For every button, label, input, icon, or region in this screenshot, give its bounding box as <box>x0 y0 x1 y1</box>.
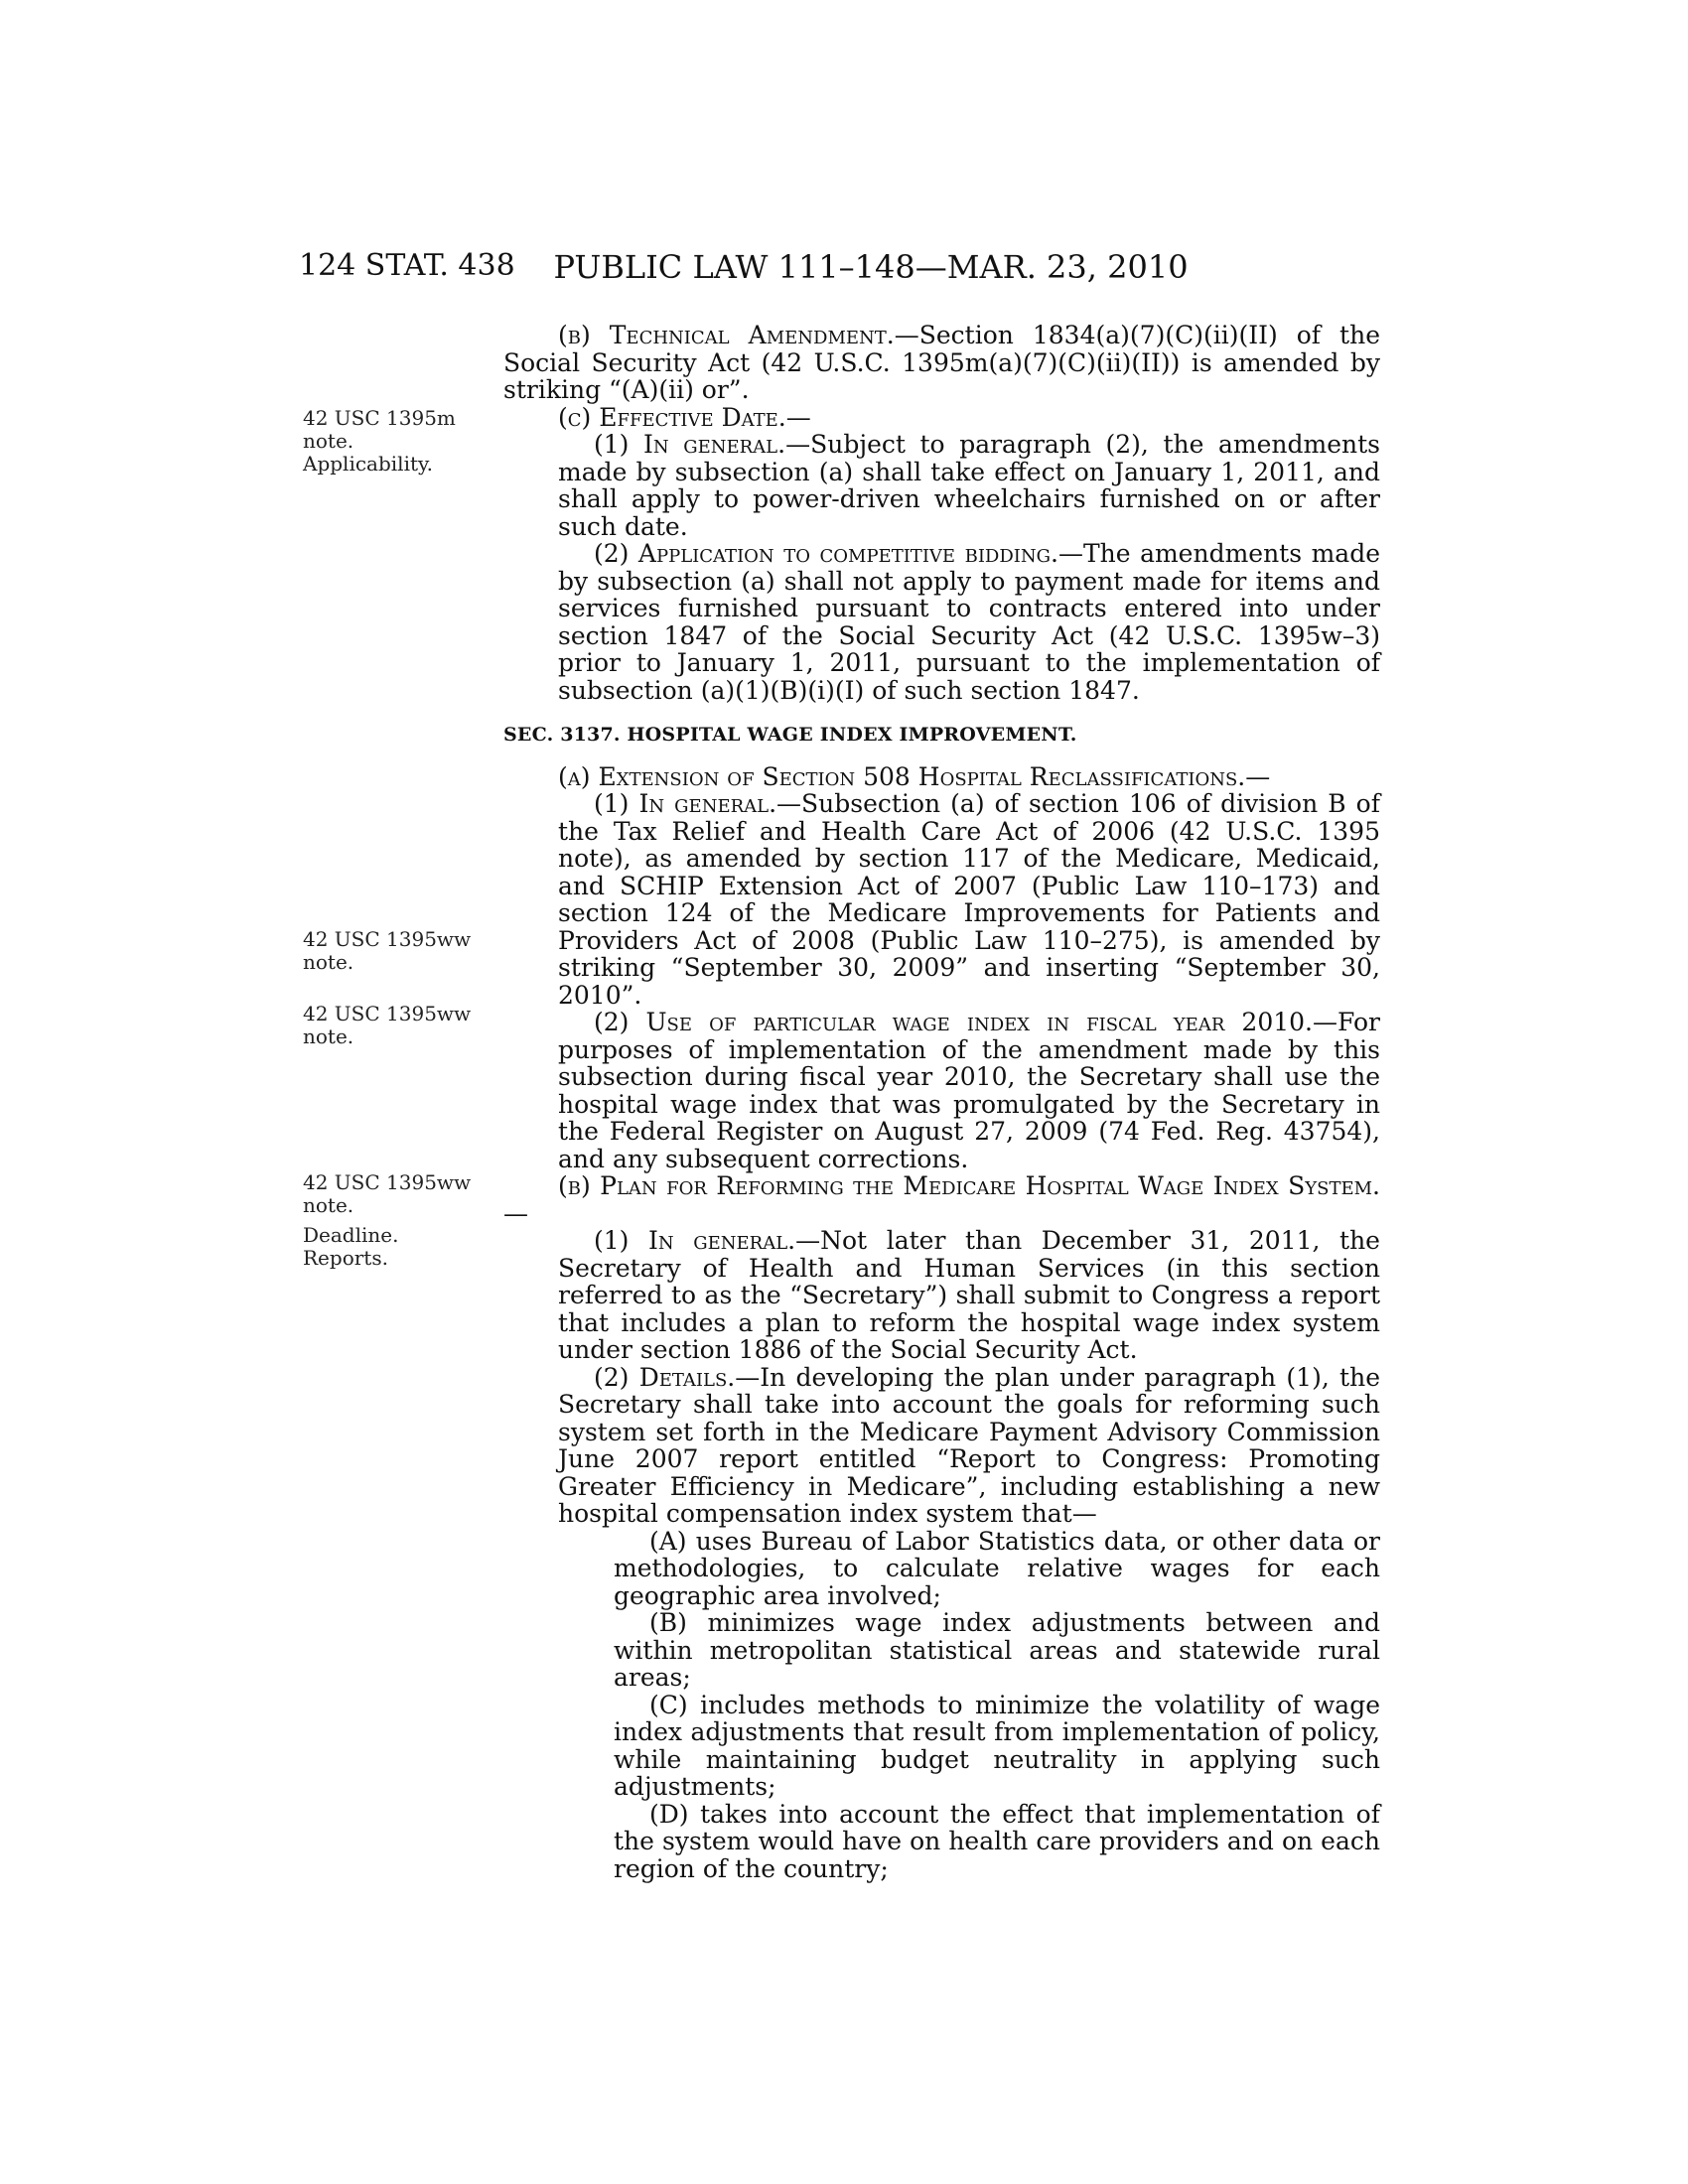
margin-note-line: 42 USC 1395m <box>303 406 456 430</box>
heading-label: (2) Application to competitive bidding. <box>594 539 1058 568</box>
heading-label: (2) Details. <box>594 1362 736 1392</box>
paragraph-a2 <box>503 1009 1380 1172</box>
heading-label: (c) Effective Date.— <box>558 402 811 432</box>
paragraph-text: —Subsection (a) of section 106 of division B of the Tax Relief and Health Care Act of 2006 (42 U.S.C. 1395 note), as amended by section 117 of the Medicare, Medicaid, and SCHIP Extension Act of 2007 (Public Law 110–173) and section 124 of the Medicare Improvements for Patients and Providers Act of 2008 (Public Law 110–275), is amended by striking “September 30, 2009” and inserting “September 30, 2010”. <box>558 789 1380 1010</box>
heading-label: (b) Technical Amendment. <box>558 321 895 349</box>
heading-label: (a) Extension of Section 508 Hospital Reclassifications.— <box>558 761 1271 791</box>
stat-page-number: 124 STAT. 438 <box>299 248 515 283</box>
paragraph-c2 <box>503 540 1380 704</box>
section-heading: SEC. 3137. HOSPITAL WAGE INDEX IMPROVEMENT. <box>503 724 1077 746</box>
paragraph-text: —For purposes of implementation of the amendment made by this subsection during fiscal year 2010, the Secretary shall use the hospital wage index that was promulgated by the Secretary in the Federal Register on August 27, 2009 (74 Fed. Reg. 43754), and any subsequent corrections. <box>558 1008 1380 1173</box>
margin-note-line: note. <box>303 1193 354 1217</box>
paragraph-a-heading <box>503 763 1380 791</box>
paragraph-text: —In developing the plan under paragraph (1), the Secretary shall take into account the goals for reforming such system set forth in the Medicare Payment Advisory Commission June 2007 report entitled “Report to Congress: Promoting Greater Efficiency in Medicare”, including establishing a new hospital compensation index system that— <box>558 1362 1380 1528</box>
paragraph-bC: (C) includes methods to minimize the volatility of wage index adjustments that result from implementation of policy, while maintaining budget neutrality in applying such adjustments; <box>614 1690 1380 1801</box>
paragraph-text: —Not later than December 31, 2011, the Secretary of Health and Human Services (in this section referred to as the “Secretary”) shall submit to Congress a report that includes a plan to reform the hospital wage index system under section 1886 of the Social Security Act. <box>558 1226 1380 1364</box>
margin-note-3 <box>303 1003 471 1048</box>
heading-label: (1) In general. <box>594 430 786 459</box>
heading-label: (1) In general. <box>594 789 777 818</box>
margin-note-line: 42 USC 1395ww <box>303 927 472 951</box>
paragraph-c1 <box>503 431 1380 540</box>
law-title: PUBLIC LAW 111–148—MAR. 23, 2010 <box>553 248 1189 286</box>
margin-note-line: 42 USC 1395ww <box>303 1170 472 1194</box>
paragraph-text: —Section 1834(a)(7)(C)(ii)(II) of the Social Security Act (42 U.S.C. 1395m(a)(7)(C)(ii)(II)) is amended by striking “(A)(ii) or”. <box>503 321 1381 404</box>
margin-note-line: note. <box>303 429 354 453</box>
heading-label: (b) Plan for Reforming the Medicare Hospital Wage Index System.— <box>503 1171 1380 1228</box>
paragraph-bA: (A) uses Bureau of Labor Statistics data, or other data or methodologies, to calculate relative wages for each geographic area involved; <box>614 1526 1380 1610</box>
paragraph-b2 <box>503 1364 1380 1528</box>
paragraph-text: —Subject to paragraph (2), the amendments made by subsection (a) shall take effect on January 1, 2011, and shall apply to power-driven wheelchairs furnished on or after such date. <box>558 430 1380 541</box>
paragraph-b-technical <box>503 322 1380 404</box>
heading-label: (1) In general. <box>594 1226 796 1255</box>
margin-note-line: Deadline. <box>303 1223 399 1247</box>
paragraph-a1 <box>503 790 1380 1009</box>
margin-note-1 <box>303 407 456 476</box>
paragraph-bD: (D) takes into account the effect that implementation of the system would have on health care providers and on each region of the country; <box>614 1799 1380 1883</box>
paragraph-b1 <box>503 1227 1380 1364</box>
margin-note-line: Applicability. <box>303 452 433 476</box>
margin-note-line: 42 USC 1395ww <box>303 1002 472 1025</box>
paragraph-c-heading <box>503 404 1380 432</box>
margin-note-line: note. <box>303 1024 354 1048</box>
margin-note-5 <box>303 1224 398 1270</box>
paragraph-bB: (B) minimizes wage index adjustments between and within metropolitan statistical areas and statewide rural areas; <box>614 1608 1380 1692</box>
paragraph-text: —The amendments made by subsection (a) shall not apply to payment made for items and services furnished pursuant to contracts entered into under section 1847 of the Social Security Act (42 U.S.C. 1395w–3) prior to January 1, 2011, pursuant to the implementation of subsection (a)(1)(B)(i)(I) of such section 1847. <box>558 539 1380 705</box>
margin-note-line: note. <box>303 950 354 974</box>
margin-note-2 <box>303 928 471 974</box>
paragraph-b-heading <box>503 1172 1380 1227</box>
heading-label: (2) Use of particular wage index in fiscal year 2010. <box>594 1008 1314 1036</box>
margin-note-4 <box>303 1171 471 1217</box>
statute-body <box>503 322 1380 1882</box>
margin-note-line: Reports. <box>303 1246 388 1270</box>
